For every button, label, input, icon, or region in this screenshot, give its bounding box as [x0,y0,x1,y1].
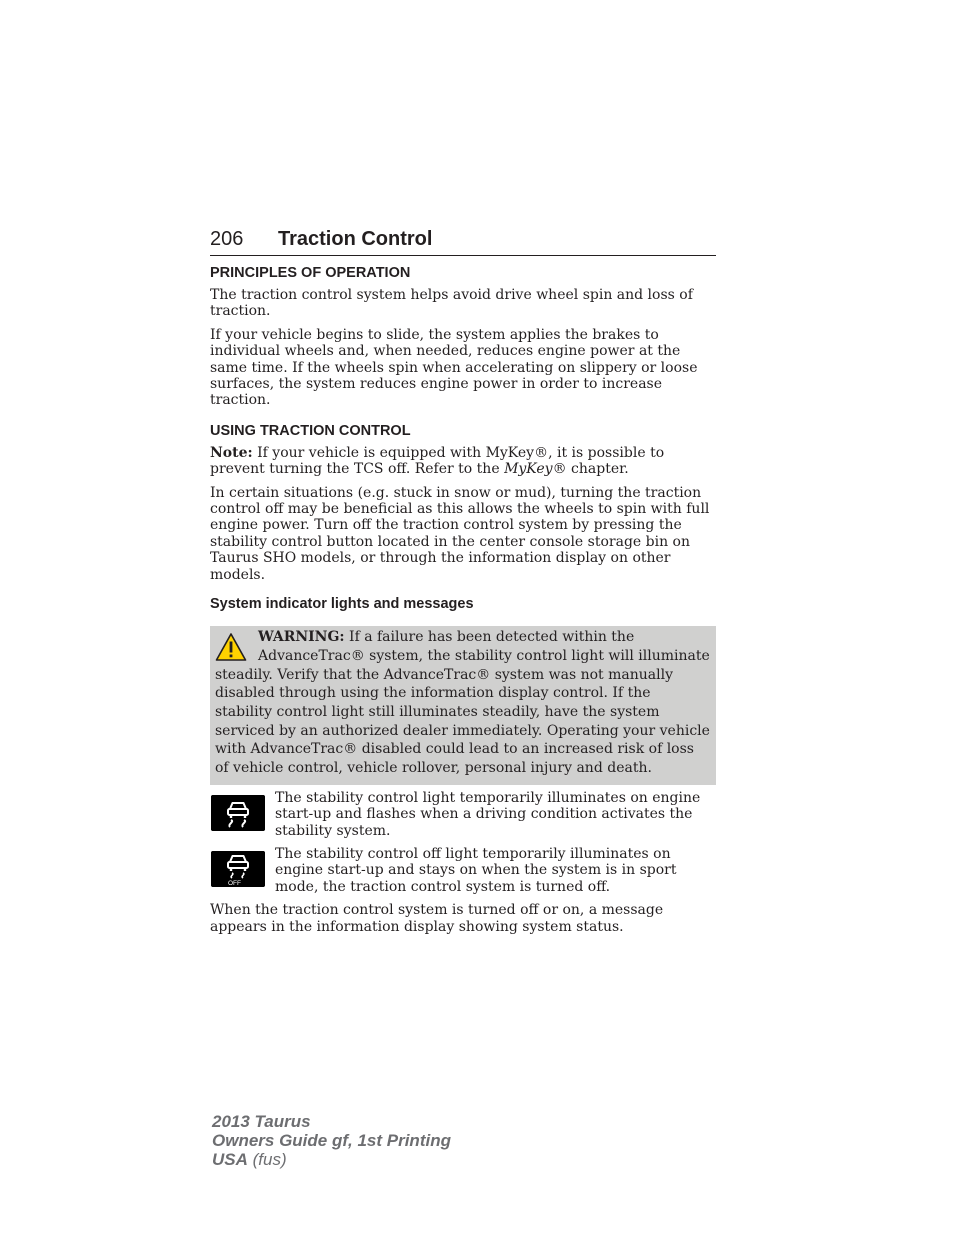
warning-body: If a failure has been detected within the AdvanceTrac® system, the stability control light will illuminate steadily. Verify that the AdvanceTrac® system was not manually disabled through using the information display control. If the stability control light still illuminates steadily, have the system serviced by an authorized dealer immediately. Operating your vehicle with AdvanceTrac® disabled could lead to an increased risk of loss of vehicle control, vehicle rollover, personal injury and death. [215,629,710,777]
footer-line-1: 2013 Taurus [212,1112,311,1131]
warning-triangle-icon [215,632,247,662]
principles-paragraph-2: If your vehicle begins to slide, the system applies the brakes to individual wheels and, when needed, reduces engine power at the same time. If the wheels spin when accelerating on slippery or loose surfaces, the system reduces engine power in order to increase traction. [210,326,698,409]
closing-paragraph: When the traction control system is turned off or on, a message appears in the information display showing system status. [210,902,664,935]
page-content [210,228,716,942]
footer [212,1112,451,1169]
footer-region-code: (fus) [247,1150,287,1169]
stability-control-description: The stability control light temporarily illuminates on engine start-up and flashes when a driving condition activates the stability system. [275,789,701,839]
warning-label: WARNING: [258,629,345,646]
note-label: Note: [210,444,253,461]
footer-line-2: Owners Guide gf, 1st Printing [212,1131,451,1150]
indicator-row [210,846,716,895]
warning-text [215,628,710,778]
using-heading: USING TRACTION CONTROL [210,422,411,439]
indicator-row [210,790,716,839]
stability-control-off-icon [211,851,265,887]
note-text-1: If your vehicle is equipped with MyKey®, it is possible to prevent turning the TCS off. Refer to the [210,444,665,478]
footer-region: USA [212,1150,248,1169]
stability-control-off-description: The stability control off light temporarily illuminates on engine start-up and stays on when the system is in sport mode, the traction control system is turned off. [275,845,677,895]
page-number: 206 [210,228,244,250]
principles-paragraph-1: The traction control system helps avoid drive wheel spin and loss of traction. [210,287,693,320]
principles-heading: PRINCIPLES OF OPERATION [210,265,411,281]
using-paragraph-1: In certain situations (e.g. stuck in snow or mud), turning the traction control off may be beneficial as this allows the wheels to spin with full engine power. Turn off the traction control system by pressing the stability control button located in the center console storage bin on Taurus SHO models, or through the information display on other models. [210,484,710,583]
note-paragraph [210,445,716,478]
indicators-heading: System indicator lights and messages [210,596,474,613]
footer-line-3 [212,1150,451,1169]
warning-box [210,626,716,785]
mykey-reference: MyKey® [504,461,567,478]
page-header [210,228,716,256]
note-text-2: chapter. [566,461,629,478]
off-icon-label: OFF [228,879,241,887]
chapter-title: Traction Control [278,228,433,250]
stability-control-icon [211,795,265,831]
